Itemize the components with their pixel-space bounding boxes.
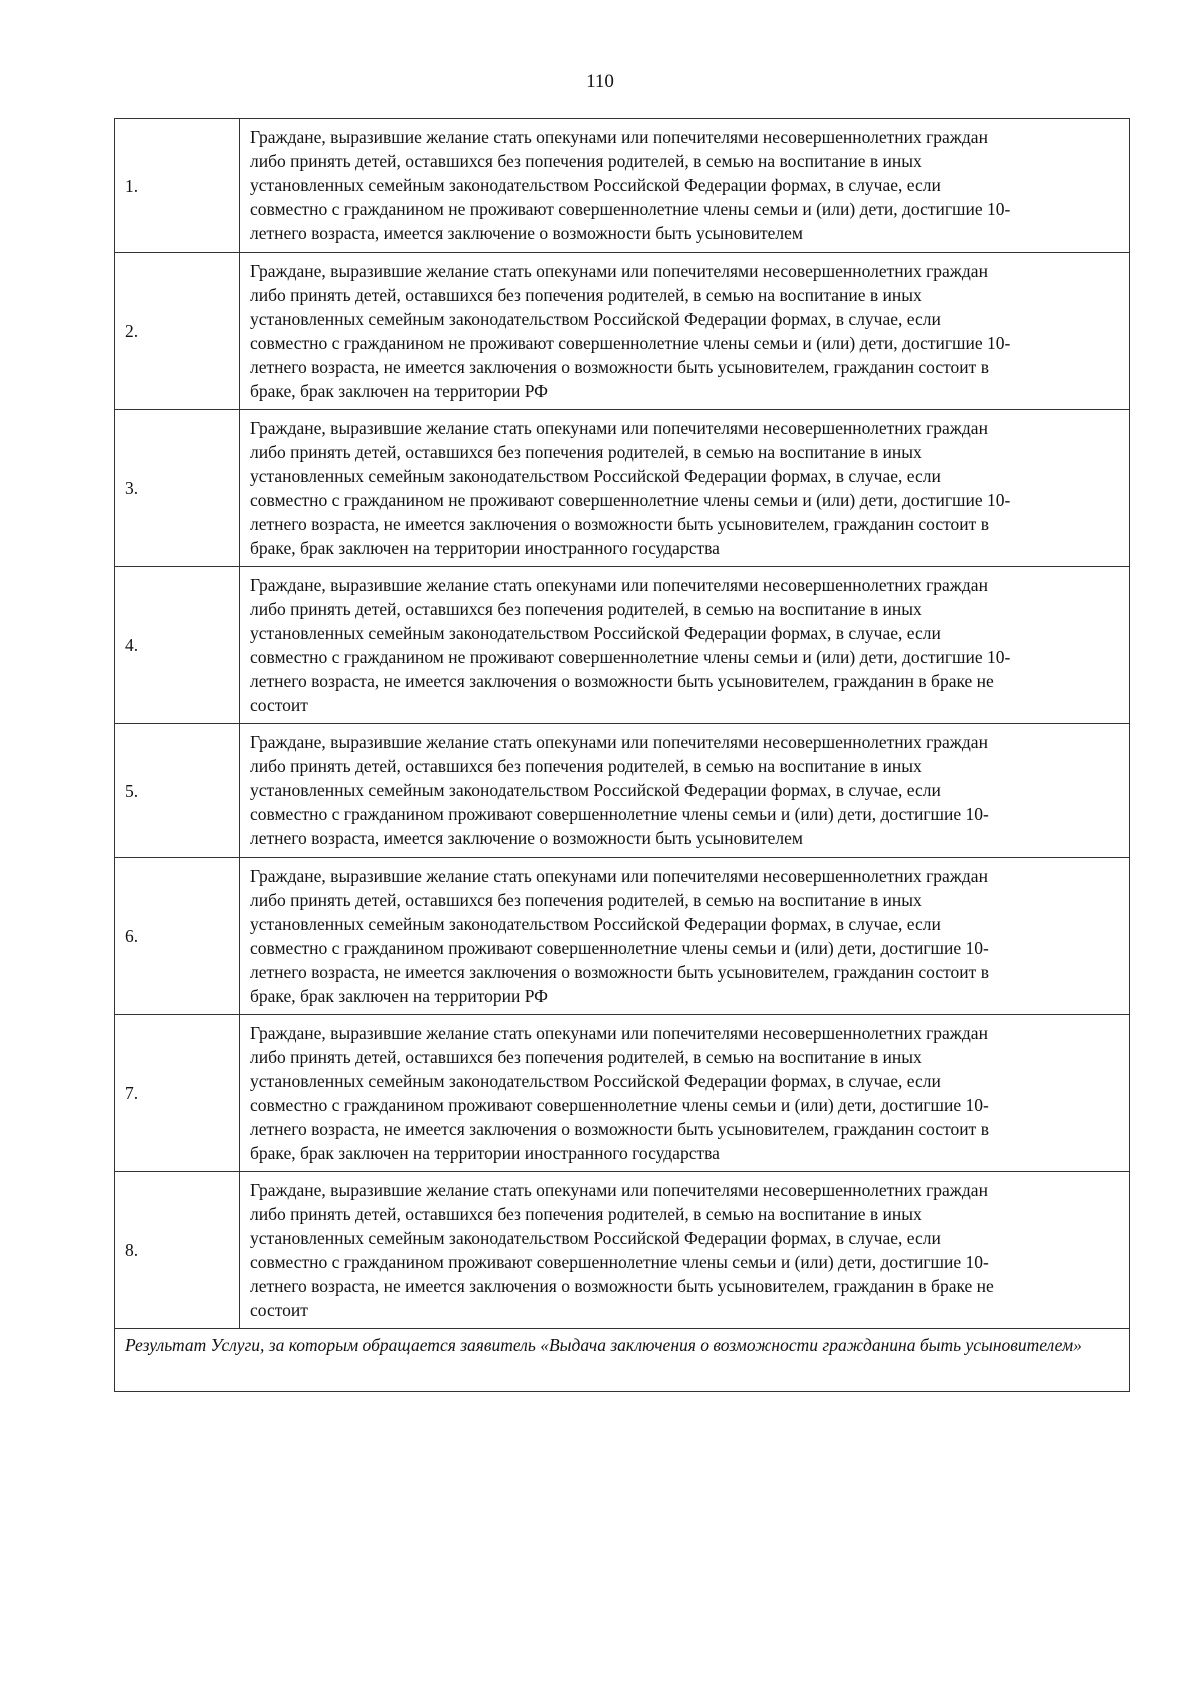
text-line: установленных семейным законодательством Российской Федерации формах, в случае, если xyxy=(250,913,941,934)
text-line: Граждане, выразившие желание стать опекунами или попечителями несовершеннолетних граждан xyxy=(250,260,988,281)
text-line: летнего возраста, имеется заключение о возможности быть усыновителем xyxy=(250,223,803,243)
table-row xyxy=(115,410,1130,567)
applicant-categories-table xyxy=(114,118,1130,1392)
row-description xyxy=(240,724,1130,858)
text-line: либо принять детей, оставшихся без попечения родителей, в семью на воспитание в иных xyxy=(250,1203,922,1224)
row-number: 4. xyxy=(115,567,240,724)
text-line: либо принять детей, оставшихся без попечения родителей, в семью на воспитание в иных xyxy=(250,1046,922,1067)
text-line: установленных семейным законодательством Российской Федерации формах, в случае, если xyxy=(250,622,941,643)
table-row xyxy=(115,567,1130,724)
table-row xyxy=(115,119,1130,253)
text-line: либо принять детей, оставшихся без попечения родителей, в семью на воспитание в иных xyxy=(250,151,922,171)
row-number: 1. xyxy=(115,119,240,253)
text-line: установленных семейным законодательством Российской Федерации формах, в случае, если xyxy=(250,1227,941,1248)
row-description xyxy=(240,410,1130,567)
text-line: совместно с гражданином проживают совершеннолетние члены семьи и (или) дети, достигшие 10- xyxy=(250,1251,989,1272)
row-description xyxy=(240,1015,1130,1172)
text-line: либо принять детей, оставшихся без попечения родителей, в семью на воспитание в иных xyxy=(250,441,922,462)
text-line: совместно с гражданином не проживают совершеннолетние члены семьи и (или) дети, достигшие 10- xyxy=(250,332,1011,353)
text-line: летнего возраста, имеется заключение о возможности быть усыновителем xyxy=(250,828,803,848)
row-description xyxy=(240,567,1130,724)
text-line: совместно с гражданином проживают совершеннолетние члены семьи и (или) дети, достигшие 10- xyxy=(250,937,989,958)
result-row xyxy=(115,1329,1130,1392)
row-number: 7. xyxy=(115,1015,240,1172)
row-description xyxy=(240,858,1130,1015)
row-number: 2. xyxy=(115,253,240,410)
text-line: совместно с гражданином не проживают совершеннолетние члены семьи и (или) дети, достигшие 10- xyxy=(250,646,1011,667)
text-line: летнего возраста, не имеется заключения о возможности быть усыновителем, гражданин в браке не xyxy=(250,1275,994,1296)
text-line: либо принять детей, оставшихся без попечения родителей, в семью на воспитание в иных xyxy=(250,284,922,305)
table-row xyxy=(115,724,1130,858)
page-number: 110 xyxy=(586,71,614,92)
text-line: совместно с гражданином проживают совершеннолетние члены семьи и (или) дети, достигшие 10- xyxy=(250,1094,989,1115)
row-number: 6. xyxy=(115,858,240,1015)
text-line: либо принять детей, оставшихся без попечения родителей, в семью на воспитание в иных xyxy=(250,598,922,619)
text-line: Граждане, выразившие желание стать опекунами или попечителями несовершеннолетних граждан xyxy=(250,865,988,886)
row-description xyxy=(240,119,1130,253)
text-line: летнего возраста, не имеется заключения о возможности быть усыновителем, гражданин в браке не xyxy=(250,670,994,691)
text-line: браке, брак заключен на территории иностранного государства xyxy=(250,537,720,558)
table-row xyxy=(115,858,1130,1015)
text-line: установленных семейным законодательством Российской Федерации формах, в случае, если xyxy=(250,308,941,329)
row-description xyxy=(240,1172,1130,1329)
row-number: 3. xyxy=(115,410,240,567)
text-line: Граждане, выразившие желание стать опекунами или попечителями несовершеннолетних граждан xyxy=(250,732,988,752)
text-line: совместно с гражданином не проживают совершеннолетние члены семьи и (или) дети, достигшие 10- xyxy=(250,489,1011,510)
row-number: 5. xyxy=(115,724,240,858)
text-line: установленных семейным законодательством Российской Федерации формах, в случае, если xyxy=(250,1070,941,1091)
text-line: летнего возраста, не имеется заключения о возможности быть усыновителем, гражданин состоит в xyxy=(250,513,989,534)
text-line: Граждане, выразившие желание стать опекунами или попечителями несовершеннолетних граждан xyxy=(250,127,988,147)
text-line: летнего возраста, не имеется заключения о возможности быть усыновителем, гражданин состоит в xyxy=(250,1118,989,1139)
text-line: либо принять детей, оставшихся без попечения родителей, в семью на воспитание в иных xyxy=(250,756,922,776)
text-line: браке, брак заключен на территории РФ xyxy=(250,380,549,401)
text-line: Граждане, выразившие желание стать опекунами или попечителями несовершеннолетних граждан xyxy=(250,1022,988,1043)
table-row xyxy=(115,253,1130,410)
text-line: Граждане, выразившие желание стать опекунами или попечителями несовершеннолетних граждан xyxy=(250,1179,988,1200)
text-line: летнего возраста, не имеется заключения о возможности быть усыновителем, гражданин состоит в xyxy=(250,356,989,377)
text-line: Граждане, выразившие желание стать опекунами или попечителями несовершеннолетних граждан xyxy=(250,574,988,595)
table-row xyxy=(115,1172,1130,1329)
text-line: установленных семейным законодательством Российской Федерации формах, в случае, если xyxy=(250,780,941,800)
text-line: Граждане, выразившие желание стать опекунами или попечителями несовершеннолетних граждан xyxy=(250,417,988,438)
text-line: состоит xyxy=(250,1299,308,1320)
text-line: совместно с гражданином проживают совершеннолетние члены семьи и (или) дети, достигшие 10- xyxy=(250,804,989,824)
text-line: браке, брак заключен на территории РФ xyxy=(250,985,549,1006)
text-line: состоит xyxy=(250,694,308,715)
text-line: браке, брак заключен на территории иностранного государства xyxy=(250,1142,720,1163)
row-number: 8. xyxy=(115,1172,240,1329)
text-line: установленных семейным законодательством Российской Федерации формах, в случае, если xyxy=(250,465,941,486)
text-line: установленных семейным законодательством Российской Федерации формах, в случае, если xyxy=(250,175,941,195)
result-heading: Результат Услуги, за которым обращается заявитель «Выдача заключения о возможности гражданина быть усыновителем» xyxy=(115,1329,1130,1392)
row-description xyxy=(240,253,1130,410)
text-line: летнего возраста, не имеется заключения о возможности быть усыновителем, гражданин состоит в xyxy=(250,961,989,982)
table-row xyxy=(115,1015,1130,1172)
text-line: либо принять детей, оставшихся без попечения родителей, в семью на воспитание в иных xyxy=(250,889,922,910)
text-line: совместно с гражданином не проживают совершеннолетние члены семьи и (или) дети, достигшие 10- xyxy=(250,199,1011,219)
